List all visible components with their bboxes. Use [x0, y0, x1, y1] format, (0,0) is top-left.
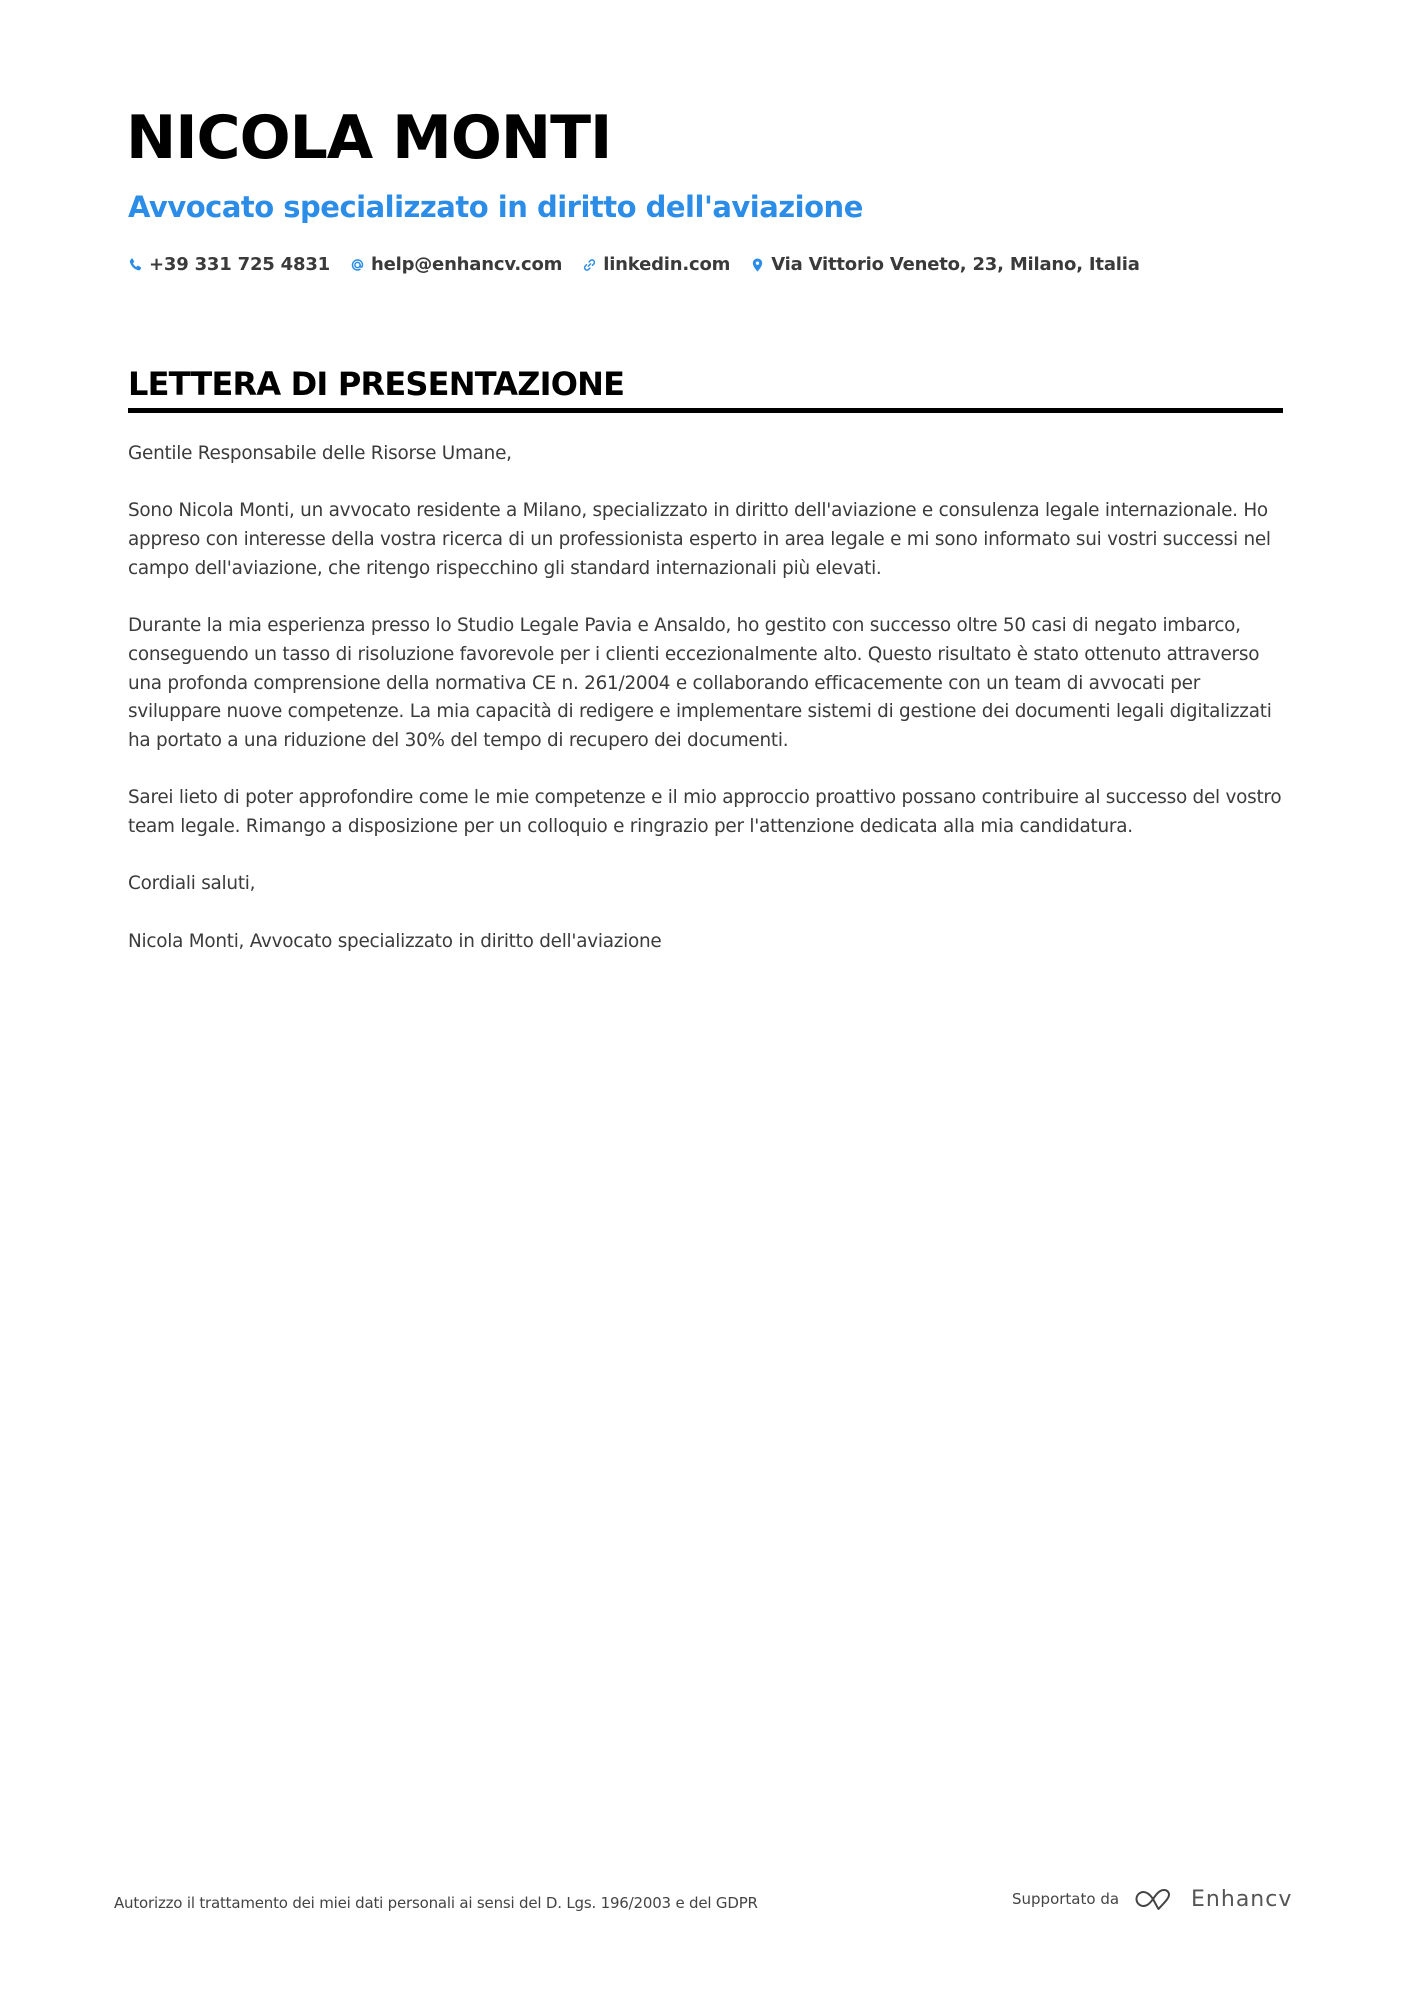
- section-divider: [128, 408, 1283, 413]
- letter-paragraph: Sarei lieto di poter approfondire come le mie competenze e il mio approccio proattivo possano contribuire al successo del vostro team legale. Rimango a disposizione per un colloquio e ringrazio per l'attenzione dedicata alla mia candidatura.: [128, 787, 1282, 838]
- enhancv-infinity-icon: [1133, 1886, 1179, 1912]
- phone-number: +39 331 725 4831: [149, 254, 330, 275]
- enhancv-logo[interactable]: [1133, 1886, 1292, 1912]
- letter-signature: Nicola Monti, Avvocato specializzato in diritto dell'aviazione: [128, 930, 662, 952]
- contact-linkedin[interactable]: [582, 254, 730, 275]
- section-title: LETTERA DI PRESENTAZIONE: [128, 365, 625, 403]
- privacy-consent: Autorizzo il trattamento dei miei dati personali ai sensi del D. Lgs. 196/2003 e del GDPR: [114, 1894, 758, 1912]
- powered-by: [1012, 1886, 1292, 1912]
- candidate-name: NICOLA MONTI: [126, 103, 612, 173]
- link-icon: [582, 257, 597, 273]
- at-icon: [350, 257, 365, 273]
- address: Via Vittorio Veneto, 23, Milano, Italia: [771, 254, 1140, 275]
- contact-address: [750, 254, 1139, 275]
- email-link[interactable]: help@enhancv.com: [370, 254, 563, 275]
- letter-paragraph: Durante la mia esperienza presso lo Studio Legale Pavia e Ansaldo, ho gestito con successo oltre 50 casi di negato imbarco, conseguendo un tasso di risoluzione favorevole per i clienti eccezionalmente alto. Questo risultato è stato ottenuto attraverso una profonda comprensione della normativa CE n. 261/2004 e collaborando efficacemente con un team di avvocati per sviluppare nuove competenze. La mia capacità di redigere e implementare sistemi di gestione dei documenti legali digitalizzati ha portato a una riduzione del 30% del tempo di recupero dei documenti.: [128, 615, 1272, 751]
- location-pin-icon: [750, 257, 765, 273]
- contact-phone: [128, 254, 330, 275]
- phone-icon: [128, 257, 143, 273]
- linkedin-link[interactable]: linkedin.com: [603, 254, 731, 275]
- enhancv-wordmark: Enhancv: [1191, 1886, 1293, 1912]
- contact-email[interactable]: [350, 254, 562, 275]
- letter-closing: Cordiali saluti,: [128, 873, 256, 895]
- letter-paragraph: Sono Nicola Monti, un avvocato residente a Milano, specializzato in diritto dell'aviazione e consulenza legale internazionale. Ho appreso con interesse della vostra ricerca di un professionista esperto in area legale e mi sono informato sui vostri successi nel campo dell'aviazione, che ritengo rispecchino gli standard internazionali più elevati.: [128, 500, 1271, 579]
- letter-body: [128, 440, 1288, 985]
- letter-greeting: Gentile Responsabile delle Risorse Umane,: [128, 443, 512, 464]
- contact-bar: [128, 254, 1160, 275]
- candidate-title: Avvocato specializzato in diritto dell'aviazione: [128, 190, 863, 224]
- powered-by-label: Supportato da: [1012, 1890, 1120, 1908]
